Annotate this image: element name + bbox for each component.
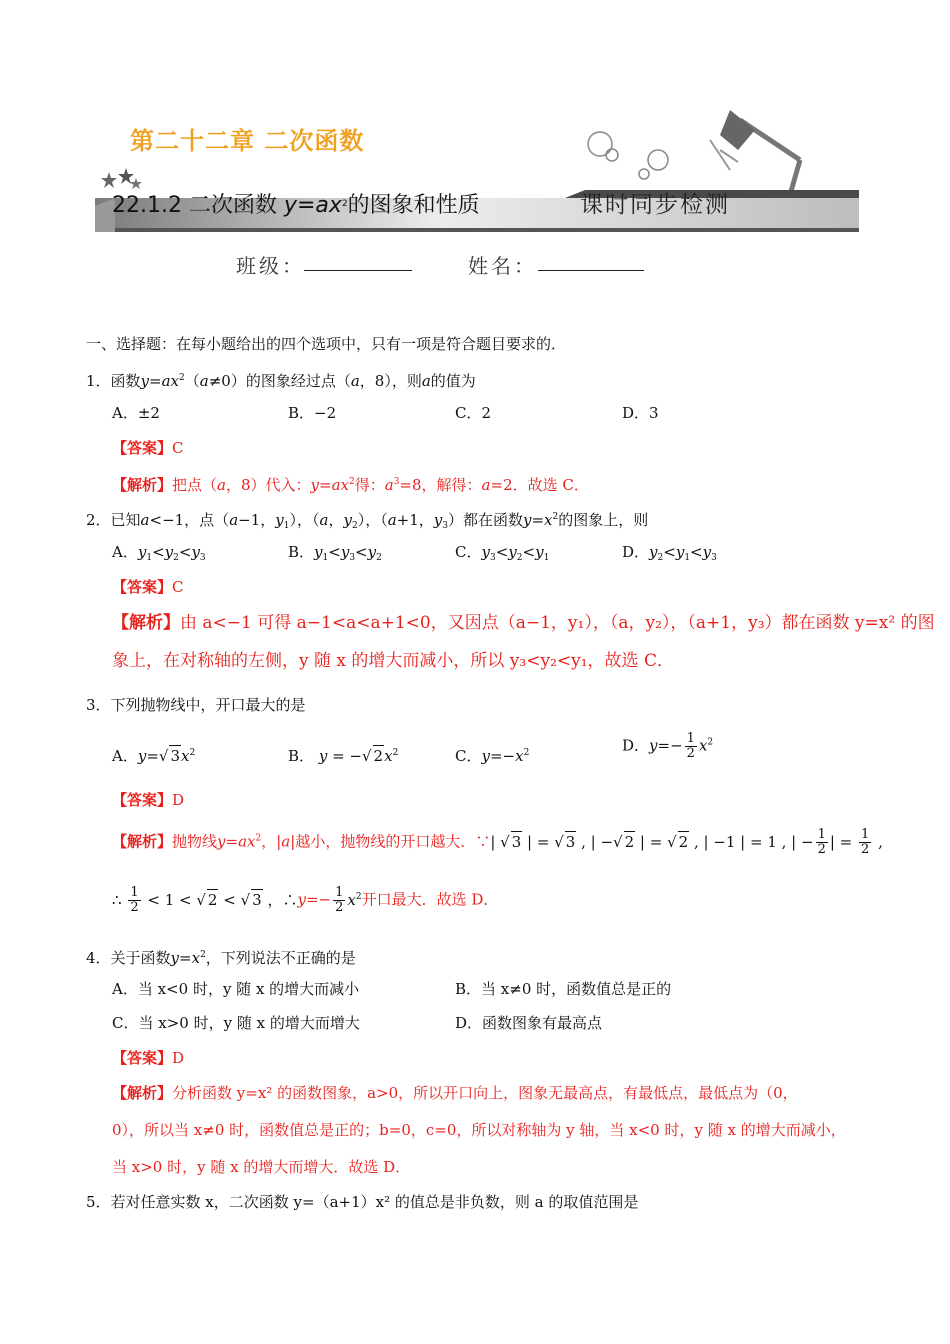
- q3-answer: 【答案】D: [112, 791, 185, 809]
- section-title: 22.1.2 二次函数 $y=ax^2$的图象和性质: [112, 193, 480, 218]
- q1-option-b: B．−2: [288, 404, 337, 422]
- q2-option-a: A．$y_1<y_2<y_3$: [112, 543, 206, 563]
- q2-option-b: B．$y_1<y_3<y_2$: [288, 543, 382, 563]
- q3-option-d: D．y=− $\frac{1}{2}$ $x^2$: [622, 731, 714, 761]
- q4-analysis-line1: 【解析】分析函数 y=x² 的函数图象，a>0，所以开口向上，图象无最高点，有最低点，最低点为（0，: [112, 1084, 798, 1102]
- q1-option-a: A．±2: [112, 404, 160, 422]
- q2-analysis-line2: 象上，在对称轴的左侧，y 随 x 的增大而减小，所以 y₃<y₂<y₁，故选 C．: [112, 651, 674, 671]
- q1-answer: 【答案】C: [112, 439, 184, 457]
- q3-analysis-line2: ∴ $\frac{1}{2}$ < 1 < √ 2 < √ 3 ，∴y=− $\frac{1}{2}$ $x^2$开口最大．故选 D．: [112, 885, 499, 915]
- q4-option-d: D．函数图象有最高点: [455, 1014, 603, 1032]
- question-2: 2．已知a<−1，点（a−1，$y_1$），（a，$y_2$），（a+1，$y_3$）都在函数$y=x^2$的图象上，则: [86, 511, 649, 531]
- q2-option-c: C．$y_3<y_2<y_1$: [455, 543, 550, 563]
- q4-option-a: A．当 x<0 时，y 随 x 的增大而减小: [112, 980, 360, 998]
- section-intro: 一、选择题：在每小题给出的四个选项中，只有一项是符合题目要求的．: [86, 335, 567, 353]
- question-5: 5．若对任意实数 x，二次函数 y=（a+1）x² 的值总是非负数，则 a 的取值范围是: [86, 1193, 639, 1211]
- class-label: 班级：: [236, 254, 305, 278]
- q4-option-c: C．当 x>0 时，y 随 x 的增大而增大: [112, 1014, 360, 1032]
- class-field[interactable]: [304, 270, 412, 271]
- question-3: 3．下列抛物线中，开口最大的是: [86, 696, 306, 714]
- q4-answer: 【答案】D: [112, 1049, 185, 1067]
- q3-option-a: A．y=√ $3x^2$: [112, 747, 196, 765]
- q4-analysis-line2: 0），所以当 x≠0 时，函数值总是正的；b=0，c=0，所以对称轴为 y 轴，当 x<0 时，y 随 x 的增大而减小，: [112, 1121, 846, 1139]
- q1-option-c: C．2: [455, 404, 492, 422]
- q3-analysis-line1: 【解析】抛物线$y=ax^2$，|a|越小，抛物线的开口越大．∵| √ 3 | = √ 3 , | −√ 2 | = √ 2 , | −1 | = 1 , | − $\frac{1}{2}$ | = $\frac{1}{2}$ ,: [112, 827, 883, 857]
- q2-answer: 【答案】C: [112, 578, 184, 596]
- chapter-title: 第二十二章 二次函数: [130, 127, 365, 155]
- question-1: 1．函数$y=ax^2(a\ne 0)$的图象经过点（a，8），则a的值为: [86, 372, 476, 390]
- sync-check-label: 课时同步检测: [580, 192, 730, 218]
- q2-analysis-line1: 【解析】由 a<−1 可得 a−1<a<a+1<0，又因点（a−1，y₁），（a，y₂），（a+1，y₃）都在函数 y=x² 的图: [112, 613, 935, 633]
- q3-option-b: B． y = −√ $2x^2$: [288, 747, 399, 765]
- q4-option-b: B．当 x≠0 时，函数值总是正的: [455, 980, 672, 998]
- q1-analysis: 【解析】把点（a，8）代入：$y=ax^2$得：$a^3=8$，解得：a=2．故选 C．: [112, 476, 589, 494]
- q3-option-c: C．$y=-x^2$: [455, 747, 530, 765]
- name-label: 姓名：: [468, 254, 537, 278]
- q2-option-d: D．$y_2<y_1<y_3$: [622, 543, 717, 563]
- name-field[interactable]: [538, 270, 644, 271]
- q1-option-d: D．3: [622, 404, 659, 422]
- q4-analysis-line3: 当 x>0 时，y 随 x 的增大而增大．故选 D．: [112, 1158, 411, 1176]
- question-4: 4．关于函数$y=x^2$，下列说法不正确的是: [86, 949, 356, 967]
